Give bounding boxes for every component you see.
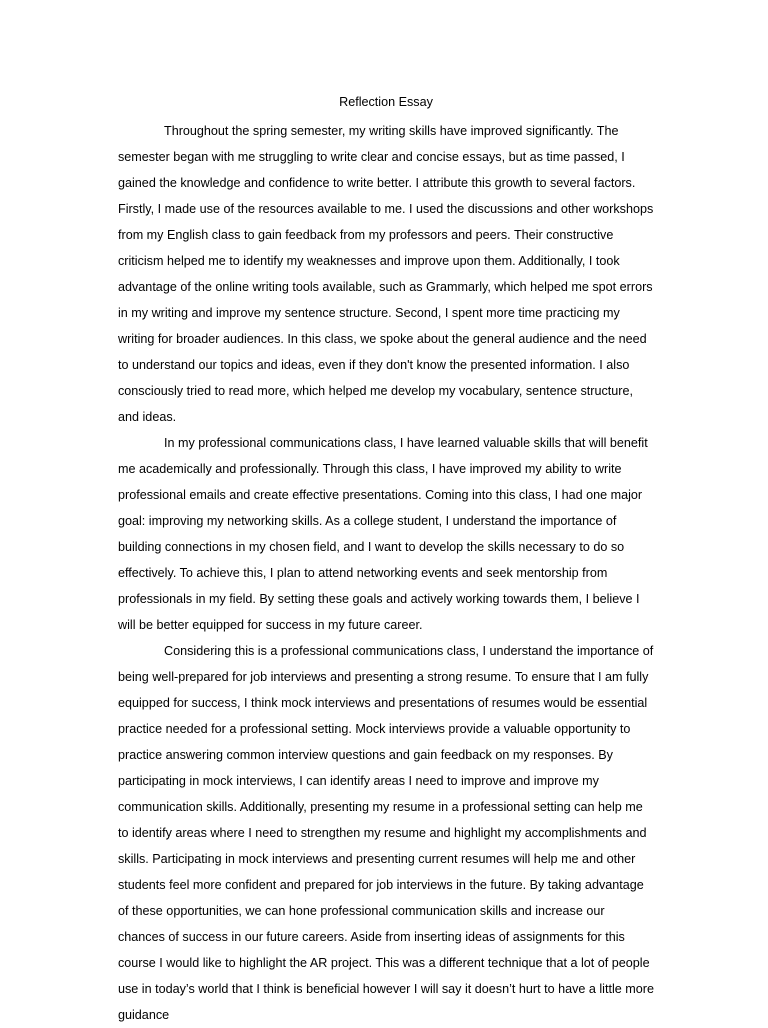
paragraph-resources: Firstly, I made use of the resources available to me. I used the discussions and other workshops from my English class to gain feedback from my professors and peers. Their constructive criticism helped me to identify my weaknesses and improve upon them. Additionally, I took advantage of the online writing tools available, such as Grammarly, which helped me spot errors in my writing and improve my sentence structure. Second, I spent more time practicing my writing for broader audiences. In this class, we spoke about the general audience and the need to understand our topics and ideas, even if they don't know the presented information. I also consciously tried to read more, which helped me develop my vocabulary, sentence structure, and ideas. <box>118 202 654 424</box>
document-body <box>118 92 654 1028</box>
document-title: Reflection Essay <box>339 95 433 109</box>
paragraph-intro: Throughout the spring semester, my writing skills have improved significantly. The semester began with me struggling to write clear and concise essays, but as time passed, I gained the knowledge and confidence to write better. I attribute this growth to several factors. <box>118 124 636 190</box>
paragraph-professional-communications: In my professional communications class, I have learned valuable skills that will benefit me academically and professionally. Through this class, I have improved my ability to write professional emails and create effective presentations. Coming into this class, I had one major goal: improving my networking skills. As a college student, I understand the importance of building connections in my chosen field, and I want to develop the skills necessary to do so effectively. To achieve this, I plan to attend networking events and seek mentorship from professionals in my field. By setting these goals and actively working towards them, I believe I will be better equipped for success in my future career. <box>118 436 648 632</box>
paragraph-mock-interviews: Considering this is a professional communications class, I understand the importance of being well-prepared for job interviews and presenting a strong resume. To ensure that I am fully equipped for success, I think mock interviews and presentations of resumes would be essential practice needed for a professional setting. Mock interviews provide a valuable opportunity to practice answering common interview questions and gain feedback on my responses. By participating in mock interviews, I can identify areas I need to improve and improve my communication skills. Additionally, presenting my resume in a professional setting can help me to identify areas where I need to strengthen my resume and highlight my accomplishments and skills. Participating in mock interviews and presenting current resumes will help me and other students feel more confident and prepared for job interviews in the future. By taking advantage of these opportunities, we can hone professional communication skills and increase our chances of success in our future careers. Aside from inserting ideas of assignments for this course I would like to highlight the AR project. This was a different technique that a lot of people use in today’s world that I think is beneficial however I will say it doesn’t hurt to have a little more guidance <box>118 644 654 1022</box>
